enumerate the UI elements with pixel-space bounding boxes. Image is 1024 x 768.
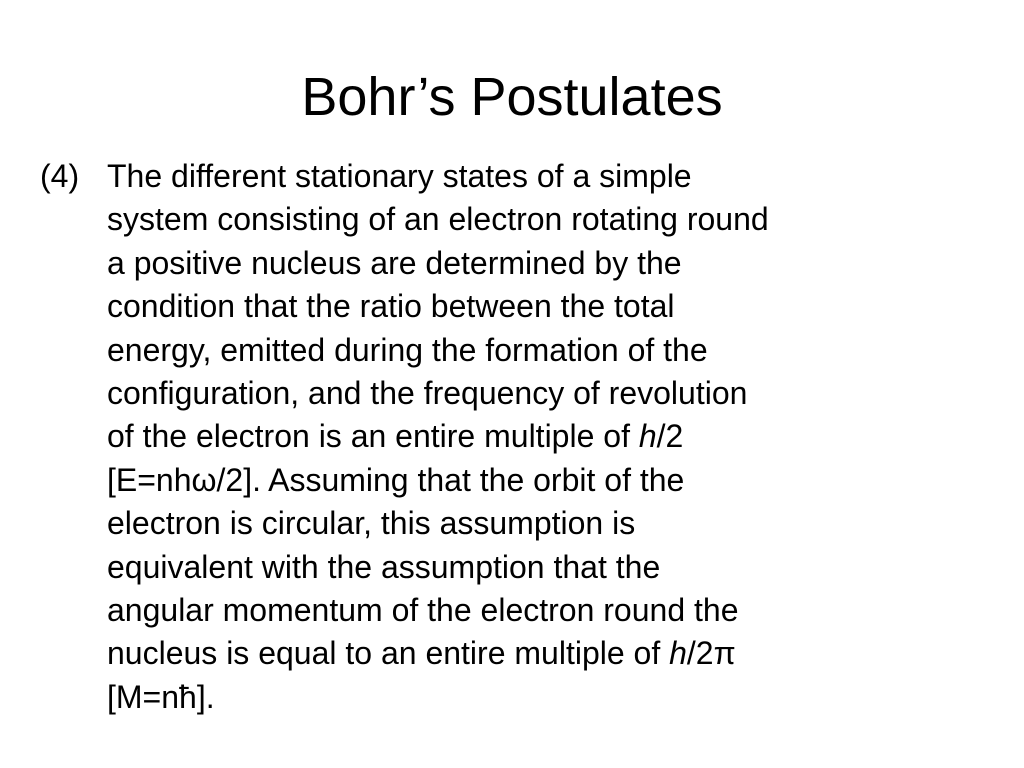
text-segment: /2π — [686, 635, 736, 672]
text-line — [107, 459, 960, 502]
text-line — [107, 632, 960, 675]
text-segment: configuration, and the frequency of revolution — [107, 375, 748, 412]
text-line — [107, 546, 960, 589]
text-line — [107, 242, 960, 285]
text-line — [107, 329, 960, 372]
text-line — [107, 285, 960, 328]
text-line — [107, 415, 960, 458]
text-line — [107, 155, 960, 198]
item-marker: (4) — [40, 158, 80, 194]
text-segment: [E=nhω/2]. Assuming that the orbit of the — [107, 461, 685, 498]
text-segment: a positive nucleus are determined by the — [107, 244, 682, 281]
text-line — [107, 502, 960, 545]
text-segment: of the electron is an entire multiple of — [107, 418, 639, 455]
postulate-item — [40, 155, 960, 719]
text-segment: /2 — [656, 418, 684, 455]
text-segment: system consisting of an electron rotating round — [107, 201, 769, 238]
text-segment: angular momentum of the electron round the — [107, 592, 739, 629]
text-line — [107, 589, 960, 632]
text-line — [107, 676, 960, 719]
text-segment: [M=nħ]. — [107, 678, 215, 715]
text-segment: electron is circular, this assumption is — [107, 505, 636, 542]
text-line — [107, 372, 960, 415]
text-line — [107, 198, 960, 241]
text-segment: nucleus is equal to an entire multiple of — [107, 635, 670, 672]
text-segment: The different stationary states of a simple — [107, 158, 692, 194]
text-segment: condition that the ratio between the total — [107, 288, 675, 325]
text-segment: equivalent with the assumption that the — [107, 548, 661, 585]
planck-symbol: h — [669, 635, 687, 672]
slide-title: Bohr’s Postulates — [301, 67, 723, 127]
text-segment: energy, emitted during the formation of the — [107, 331, 708, 368]
item-body — [107, 155, 960, 719]
planck-symbol: h — [638, 418, 657, 455]
